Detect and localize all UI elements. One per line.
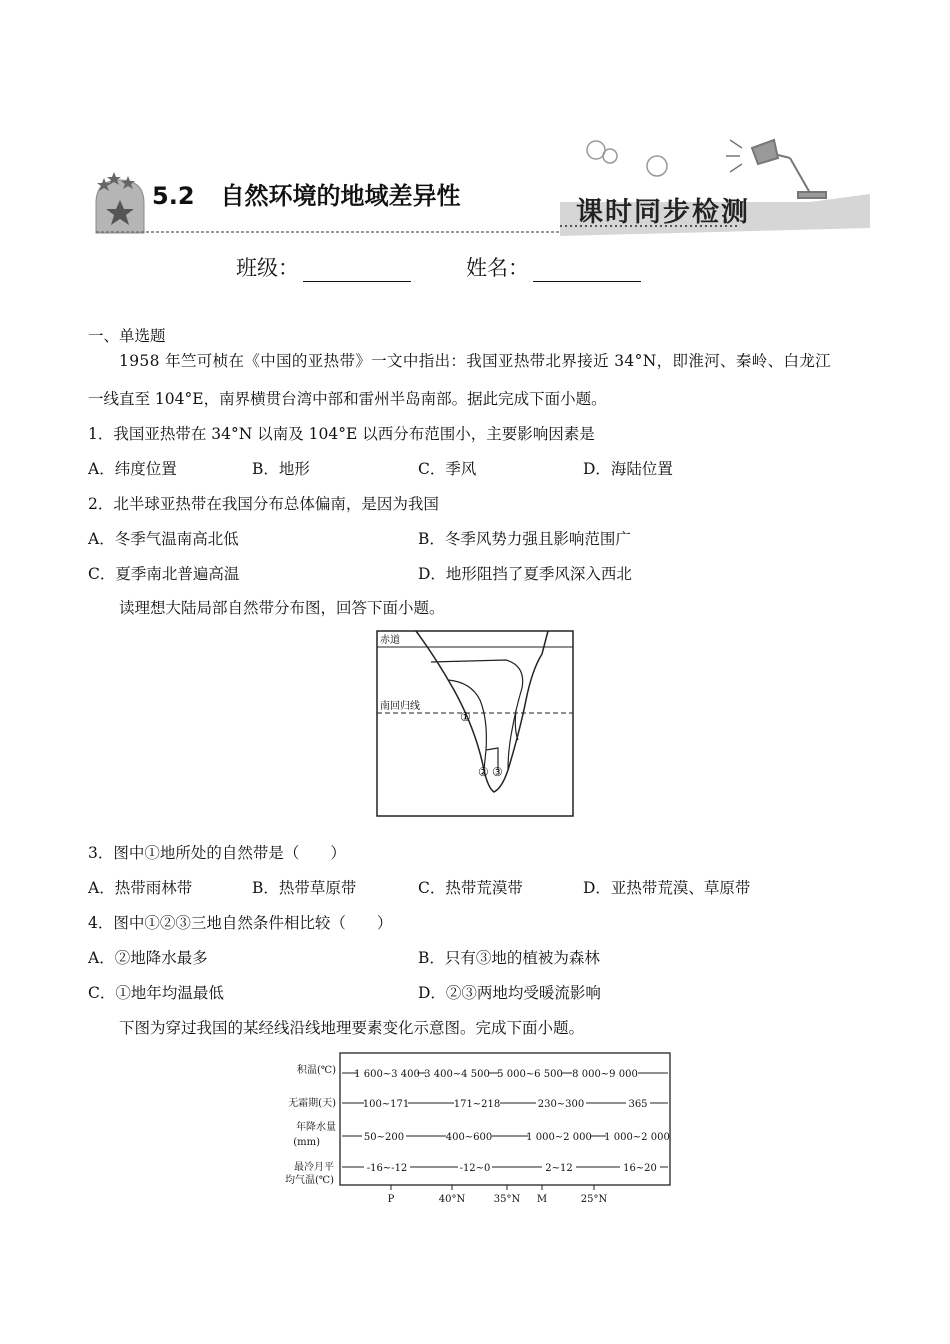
- q3-option-c[interactable]: C．热带荒漠带: [418, 879, 523, 897]
- q3-option-b[interactable]: B．热带草原带: [252, 879, 357, 897]
- bubble-icon: [647, 156, 667, 176]
- equator-label: 赤道: [380, 635, 400, 646]
- section-heading: 一、单选题: [88, 327, 166, 345]
- value-cell: 2~12: [545, 1163, 573, 1174]
- star-emblem-icon: [96, 172, 144, 233]
- value-cell: -16~-12: [366, 1163, 408, 1174]
- row-label-precip-line1: 年降水量: [296, 1122, 336, 1133]
- q4-option-b[interactable]: B．只有③地的植被为森林: [418, 949, 600, 967]
- q3-option-d[interactable]: D．亚热带荒漠、草原带: [583, 879, 751, 897]
- meridian-elements-diagram: [276, 1052, 674, 1206]
- passage-1-line-1: 1958 年竺可桢在《中国的亚热带》一文中指出：我国亚热带北界接近 34°N，即淮河、秦岭、白龙江: [119, 352, 831, 370]
- value-cell: 50~200: [363, 1132, 405, 1143]
- bubble-icon: [603, 149, 617, 163]
- tick-label: 40°N: [438, 1194, 466, 1205]
- value-cell: 16~20: [623, 1163, 657, 1174]
- name-field: 姓名：: [466, 252, 641, 282]
- tick-label: P: [387, 1194, 395, 1205]
- q1-option-c[interactable]: C．季风: [418, 460, 477, 478]
- point-2-mark: ②: [478, 765, 489, 779]
- class-field: 班级：: [236, 252, 411, 282]
- latitude-axis: [388, 1194, 608, 1205]
- q4-option-a[interactable]: A．②地降水最多: [88, 949, 208, 967]
- value-cell: 1 600~3 400: [354, 1069, 420, 1080]
- value-cell: 230~300: [537, 1099, 585, 1110]
- class-input-line[interactable]: [303, 261, 411, 282]
- row-label-precip-line2: (mm): [293, 1137, 320, 1148]
- question-1-stem: 1．我国亚热带在 34°N 以南及 104°E 以西分布范围小，主要影响因素是: [88, 425, 595, 443]
- question-2-stem: 2．北半球亚热带在我国分布总体偏南，是因为我国: [88, 495, 439, 513]
- q1-option-a[interactable]: A．纬度位置: [88, 460, 177, 478]
- name-input-line[interactable]: [533, 261, 641, 282]
- q2-option-d[interactable]: D．地形阻挡了夏季风深入西北: [418, 565, 632, 583]
- question-3-stem: 3．图中①地所处的自然带是（ ）: [88, 844, 346, 862]
- value-cell: 400~600: [445, 1132, 493, 1143]
- sync-test-badge: 课时同步检测: [576, 197, 750, 228]
- q1-option-b[interactable]: B．地形: [252, 460, 310, 478]
- point-3-mark: ③: [492, 765, 503, 779]
- q2-option-a[interactable]: A．冬季气温南高北低: [88, 530, 239, 548]
- tick-label: 25°N: [580, 1194, 608, 1205]
- point-1-mark: ①: [460, 710, 471, 724]
- map-frame: [377, 631, 573, 816]
- lesson-title-text: 自然环境的地域差异性: [220, 182, 461, 210]
- value-cell: 100~171: [362, 1099, 410, 1110]
- value-cell: 5 000~6 500: [497, 1069, 563, 1080]
- q1-option-d[interactable]: D．海陆位置: [583, 460, 673, 478]
- tick-label: 35°N: [493, 1194, 521, 1205]
- q4-option-c[interactable]: C．①地年均温最低: [88, 984, 224, 1002]
- tick-label: M: [536, 1194, 548, 1205]
- tropic-label: 南回归线: [380, 701, 420, 712]
- value-cell: 171~218: [453, 1099, 501, 1110]
- passage-2: 读理想大陆局部自然带分布图，回答下面小题。: [119, 599, 445, 617]
- value-cell: 1 000~2 000: [604, 1132, 670, 1143]
- value-cell: -12~0: [459, 1163, 491, 1174]
- value-cell: 8 000~9 000: [572, 1069, 638, 1080]
- question-4-stem: 4．图中①②③三地自然条件相比较（ ）: [88, 914, 393, 932]
- passage-1-line-2: 一线直至 104°E，南界横贯台湾中部和雷州半岛南部。据此完成下面小题。: [88, 390, 607, 408]
- q2-option-c[interactable]: C．夏季南北普遍高温: [88, 565, 240, 583]
- q2-option-b[interactable]: B．冬季风势力强且影响范围广: [418, 530, 631, 548]
- continent-natural-zone-map: [376, 630, 574, 817]
- value-cell: 1 000~2 000: [526, 1132, 592, 1143]
- row-label-coldest-line1: 最冷月平: [294, 1162, 334, 1173]
- value-cell: 365: [628, 1099, 648, 1110]
- lesson-number: 5.2: [152, 182, 195, 210]
- row-label-frost-free: 无霜期(天): [288, 1098, 336, 1109]
- passage-3: 下图为穿过我国的某经线沿线地理要素变化示意图。完成下面小题。: [119, 1019, 585, 1037]
- q4-option-d[interactable]: D．②③两地均受暖流影响: [418, 984, 601, 1002]
- row-label-accumulated-temp: 积温(℃): [297, 1065, 336, 1076]
- row-label-coldest-line2: 均气温(℃): [285, 1175, 334, 1186]
- q3-option-a[interactable]: A．热带雨林带: [88, 879, 193, 897]
- value-cell: 3 400~4 500: [424, 1069, 490, 1080]
- lesson-title: [152, 176, 461, 211]
